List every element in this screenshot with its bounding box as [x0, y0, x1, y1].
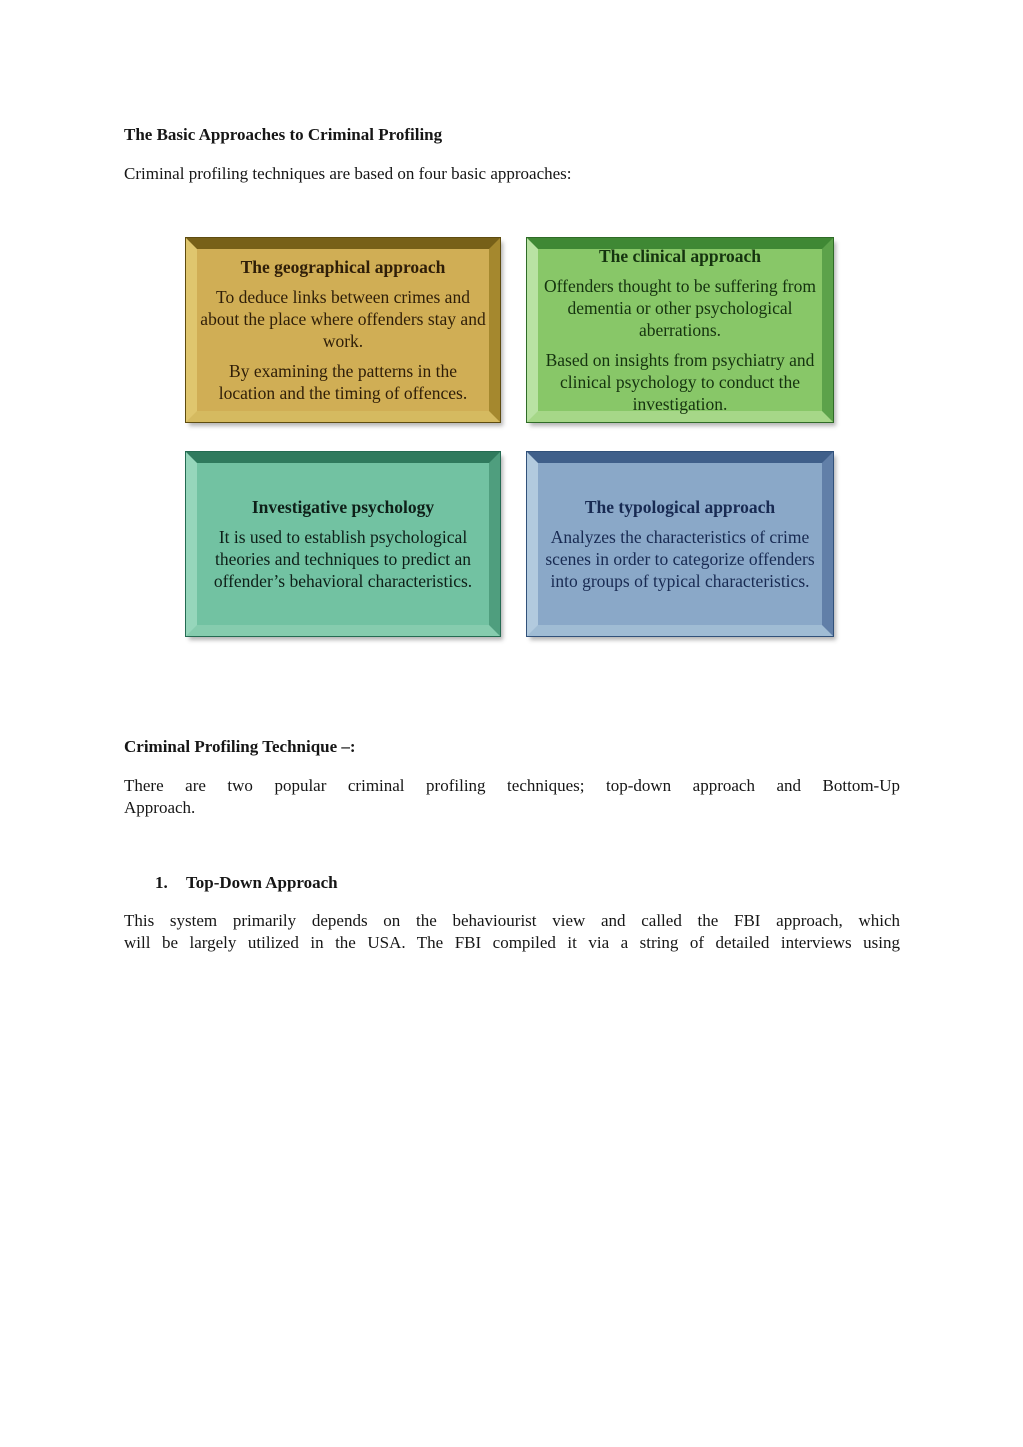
box-paragraph: It is used to establish psychological theories and techniques to predict an offender’s behavioral characteristics.	[213, 526, 473, 592]
box-title-typological: The typological approach	[584, 496, 776, 517]
approach-box-investigative-psychology	[186, 452, 500, 636]
approaches-diagram	[186, 238, 833, 636]
box-title-clinical: The clinical approach	[598, 245, 762, 266]
approach-box-typological	[527, 452, 833, 636]
box-paragraph: Based on insights from psychiatry and clinical psychology to conduct the investigation.	[545, 350, 815, 415]
top-down-paragraph	[124, 910, 900, 954]
box-paragraph: Offenders thought to be suffering from dementia or other psychological aberrations.	[543, 275, 816, 340]
paragraph-line: There are two popular criminal profiling techniques; top-down approach and Bottom-Up	[124, 776, 900, 795]
techniques-paragraph	[124, 775, 900, 819]
box-paragraph: To deduce links between crimes and about the place where offenders stay and work.	[200, 286, 486, 351]
list-item-top-down-approach	[155, 872, 338, 894]
section-heading-criminal-profiling-technique: Criminal Profiling Technique –:	[124, 737, 356, 756]
paragraph-line: will be largely utilized in the USA. The FBI compiled it via a string of detailed interviews using	[124, 933, 900, 952]
paragraph-line: Approach.	[124, 798, 196, 817]
list-item-label: Top-Down Approach	[186, 873, 338, 892]
paragraph-line: This system primarily depends on the behaviourist view and called the FBI approach, which	[124, 911, 900, 930]
box-paragraph: By examining the patterns in the location and the timing of offences.	[218, 361, 468, 404]
list-item-number: 1.	[155, 873, 168, 892]
box-paragraph: Analyzes the characteristics of crime scenes in order to categorize offenders into groups of typical characteristics.	[545, 526, 815, 592]
box-title-geographical: The geographical approach	[240, 256, 446, 277]
approach-box-clinical	[527, 238, 833, 422]
section-heading-basic-approaches: The Basic Approaches to Criminal Profiling	[124, 125, 443, 144]
box-title-investigative: Investigative psychology	[251, 496, 435, 517]
approach-box-geographical	[186, 238, 500, 422]
intro-paragraph: Criminal profiling techniques are based on four basic approaches:	[124, 164, 572, 183]
